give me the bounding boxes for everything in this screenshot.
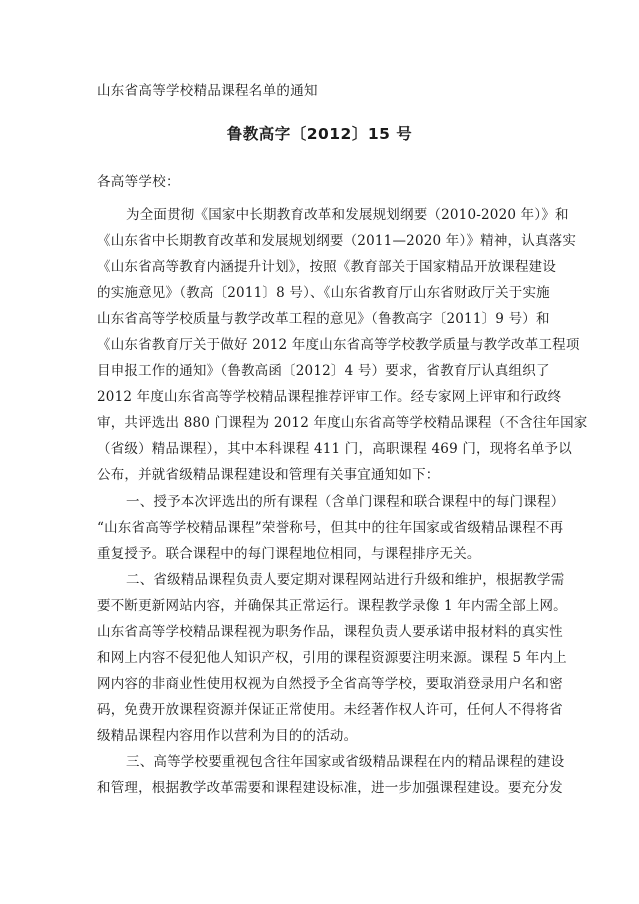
paragraph-line: 要不断更新网站内容，并确保其正常运行。课程教学录像 1 年内需全部上网。 (97, 597, 567, 614)
paragraph-line: 《山东省中长期教育改革和发展规划纲要（2011—2020 年）》精神，认真落实 (97, 233, 577, 250)
paragraph-line: 为全面贯彻《国家中长期教育改革和发展规划纲要（2010-2020 年）》和 (126, 207, 569, 223)
paragraph-line: “山东省高等学校精品课程”荣誉称号，但其中的往年国家或省级精品课程不再 (97, 519, 564, 536)
paragraph-line: 2012 年度山东省高等学校精品课程推荐评审工作。经专家网上评审和行政终 (97, 389, 562, 406)
paragraph-line: 公布，并就省级精品课程建设和管理有关事宜通知如下： (97, 467, 440, 484)
paragraph-line: 和管理，根据教学改革需要和课程建设标准，进一步加强课程建设。要充分发 (97, 780, 563, 797)
paragraph-line: 级精品课程内容用作以营利为目的的活动。 (97, 727, 358, 744)
paragraph-line: 码，免费开放课程资源并保证正常使用。未经著作权人许可，任何人不得将省 (97, 701, 563, 718)
paragraph-line: 和网上内容不侵犯他人知识产权，引用的课程资源要注明来源。课程 5 年内上 (97, 649, 567, 666)
paragraph-line: 山东省高等学校精品课程视为职务作品，课程负责人要承诺申报材料的真实性 (97, 623, 563, 640)
document-number: 鲁教高字〔2012〕15 号 (226, 125, 413, 143)
paragraph-line: 重复授予。联合课程中的每门课程地位相同，与课程排序无关。 (97, 545, 481, 562)
paragraph-line: 一、授予本次评选出的所有课程（含单门课程和联合课程中的每门课程） (126, 493, 565, 510)
paragraph-line: 山东省高等学校质量与教学改革工程的意见》（鲁教高字〔2011〕9 号）和 (97, 311, 550, 328)
paragraph-line: 的实施意见》（教高〔2011〕8 号）、《山东省教育厅山东省财政厅关于实施 (97, 285, 550, 302)
paragraph-line: 三、高等学校要重视包含往年国家或省级精品课程在内的精品课程的建设 (126, 753, 565, 770)
paragraph-line: 网内容的非商业性使用权视为自然授予全省高等学校，要取消登录用户名和密 (97, 675, 563, 692)
paragraph-line: 《山东省高等教育内涵提升计划》，按照《教育部关于国家精品开放课程建设 (97, 259, 557, 276)
paragraph-line: 《山东省教育厅关于做好 2012 年度山东省高等学校教学质量与教学改革工程项 (97, 337, 580, 354)
paragraph-line: 二、省级精品课程负责人要定期对课程网站进行升级和维护，根据教学需 (126, 571, 565, 588)
paragraph-line: 审，共评选出 880 门课程为 2012 年度山东省高等学校精品课程（不含往年国家 (97, 415, 588, 432)
salutation: 各高等学校： (97, 174, 180, 190)
body-text (97, 202, 588, 801)
paragraph-line: （省级）精品课程），其中本科课程 411 门，高职课程 469 门，现将名单予以 (97, 441, 572, 458)
document-heading: 山东省高等学校精品课程名单的通知 (97, 83, 318, 99)
paragraph-line: 目申报工作的通知》（鲁教高函〔2012〕4 号）要求，省教育厅认真组织了 (97, 363, 550, 380)
